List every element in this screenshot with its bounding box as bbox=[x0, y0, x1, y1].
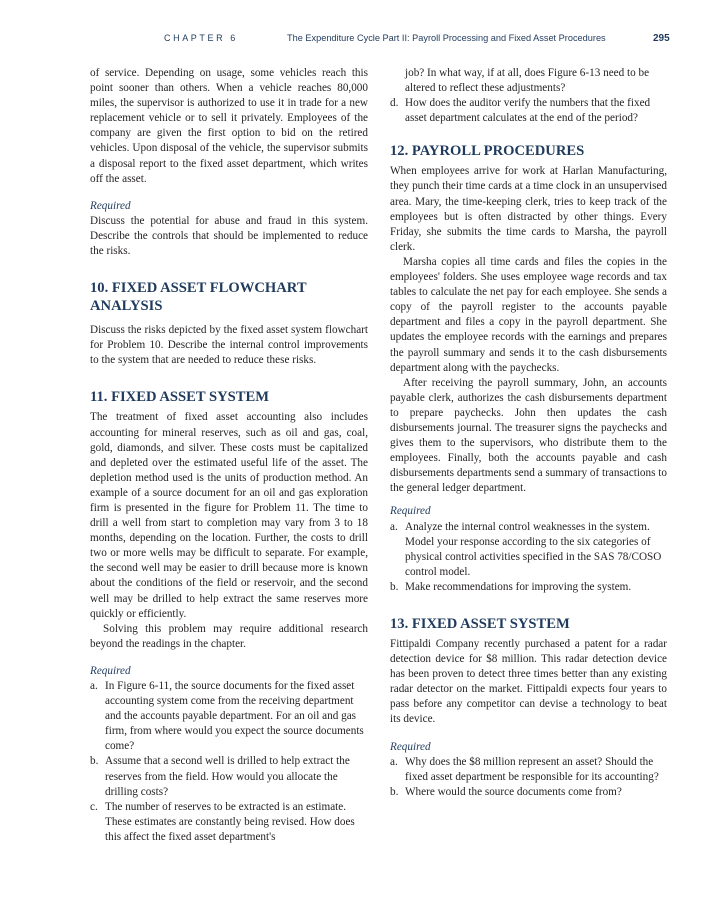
item-text: Make recommendations for improving the system. bbox=[405, 580, 632, 593]
section-13-heading: 13. FIXED ASSET SYSTEM bbox=[390, 616, 570, 632]
section-11-heading: 11. FIXED ASSET SYSTEM bbox=[90, 389, 269, 406]
item-text: Where would the source documents come from? bbox=[405, 785, 622, 798]
list-item bbox=[390, 785, 667, 800]
item-letter: a. bbox=[390, 755, 398, 768]
item-letter: b. bbox=[390, 580, 399, 593]
list-item bbox=[390, 580, 667, 595]
section-12-paragraph: When employees arrive for work at Harlan Manufacturing, they punch their time cards at a time clock in an unsupervised area. Mary, the time-keeping clerk, tries to keep track of the employees but is often distracted by other things. Every Friday, she submits the time cards to Marsha, the payroll clerk. bbox=[390, 165, 667, 253]
page-number: 295 bbox=[653, 33, 670, 44]
required-label: Required bbox=[390, 740, 431, 753]
required-list bbox=[90, 679, 368, 845]
item-text: How does the auditor verify the numbers that the fixed asset department calculates at the end of the period? bbox=[405, 97, 651, 125]
list-item bbox=[390, 520, 667, 580]
list-item bbox=[390, 66, 667, 96]
section-12-heading: 12. PAYROLL PROCEDURES bbox=[390, 143, 585, 160]
item-text: job? In what way, if at all, does Figure 6-13 need to be altered to reflect these adjustments? bbox=[405, 67, 650, 95]
required-label: Required bbox=[90, 664, 131, 677]
item-text: Analyze the internal control weaknesses in the system. Model your response according to the six categories of physical control activities specified in the SAS 78/COSO control model. bbox=[405, 520, 662, 578]
chapter-title: The Expenditure Cycle Part II: Payroll Processing and Fixed Asset Procedures bbox=[287, 33, 606, 43]
section-11-paragraph: The treatment of fixed asset accounting also includes accounting for mineral reserves, such as oil and gas, coal, gold, diamonds, and silver. These costs must be capitalized and depleted over the estimated useful life of the asset. The depletion method used is the units of production method. An example of a source document for an oil and gas exploration firm is presented in the figure for Problem 11. The time to drill a well from start to completion may vary from 3 to 18 months, depending on the location. Further, the costs to drill two or more wells may be difficult to separate. For example, the second well may be easier to drill because more is known about the conditions of the field or reservoir, and the second well may be drilled to help extract the same reserves more quickly or efficiently. bbox=[90, 411, 368, 620]
list-item bbox=[390, 755, 667, 785]
section-13-paragraph: Fittipaldi Company recently purchased a patent for a radar detection device for $8 million. This radar detection device has been proven to detect three times better than any existing radar detector on the market. Fittipaldi expects four years to pass before any competitor can devise a technology to beat its device. bbox=[390, 638, 667, 726]
item-text: Assume that a second well is drilled to help extract the reserves from the field. How would you allocate the drilling costs? bbox=[105, 755, 350, 798]
list-item bbox=[90, 679, 368, 754]
required-list bbox=[390, 755, 667, 800]
left-column bbox=[90, 66, 368, 845]
running-header bbox=[0, 33, 719, 47]
item-text: Why does the $8 million represent an asset? Should the fixed asset department be responsible for its accounting? bbox=[405, 755, 659, 783]
required-list bbox=[390, 520, 667, 595]
item-letter: d. bbox=[390, 97, 399, 110]
item-letter: c. bbox=[90, 800, 98, 813]
list-item bbox=[90, 800, 368, 845]
chapter-label: CHAPTER 6 bbox=[164, 33, 238, 43]
item-letter: a. bbox=[390, 520, 398, 533]
continuation-paragraph: of service. Depending on usage, some vehicles reach this point sooner than others. When a vehicle reaches 80,000 miles, the supervisor is authorized to use it in trade for a new replacement vehicle or to sell it privately. Employees of the company are given the first option to bid on the retired vehicles. Upon disposal of the vehicle, the supervisor submits a disposal report to the fixed asset department, which writes off the asset. bbox=[90, 67, 368, 185]
list-item bbox=[90, 754, 368, 799]
section-10-text: Discuss the risks depicted by the fixed asset system flowchart for Problem 10. Describe the internal control improvements to the system that are needed to reduce these risks. bbox=[90, 324, 368, 367]
section-11-paragraph: Solving this problem may require additional research beyond the readings in the chapter. bbox=[90, 622, 368, 650]
right-column bbox=[390, 66, 667, 800]
required-label: Required bbox=[390, 505, 431, 518]
required-text: Discuss the potential for abuse and fraud in this system. Describe the controls that should be implemented to reduce the risks. bbox=[90, 214, 368, 258]
required-list bbox=[390, 66, 667, 126]
list-item bbox=[390, 96, 667, 126]
item-letter: b. bbox=[90, 755, 99, 768]
item-letter: b. bbox=[390, 785, 399, 798]
section-12-paragraph: After receiving the payroll summary, John, an accounts payable clerk, authorizes the cash disbursements department to prepare paychecks. John then updates the cash disbursements journal. The treasurer signs the paychecks and gives them to the supervisors, who distribute them to the employees. Finally, both the accounts payable and cash disbursements departments send a summary of transactions to the general ledger department. bbox=[390, 376, 667, 495]
required-label: Required bbox=[90, 199, 131, 212]
item-text: The number of reserves to be extracted is an estimate. These estimates are constantly being revised. How does this affect the fixed asset department's bbox=[105, 800, 355, 843]
section-10-heading: 10. FIXED ASSET FLOWCHART ANALYSIS bbox=[90, 280, 307, 315]
item-text: In Figure 6-11, the source documents for the fixed asset accounting system come from the receiving department and the accounts payable department. For an oil and gas firm, from where would you expect the source documents come? bbox=[105, 680, 364, 753]
item-letter: a. bbox=[90, 680, 98, 692]
section-12-paragraph: Marsha copies all time cards and files the copies in the employees' folders. She uses employee wage records and tax tables to calculate the net pay for each employee. She sends a copy of the payroll register to the accounts payable department and files a copy in the payroll department. She updates the employee records with the earnings and prepares the payroll summary and sends it to the cash disbursements department along with the paychecks. bbox=[390, 255, 667, 374]
